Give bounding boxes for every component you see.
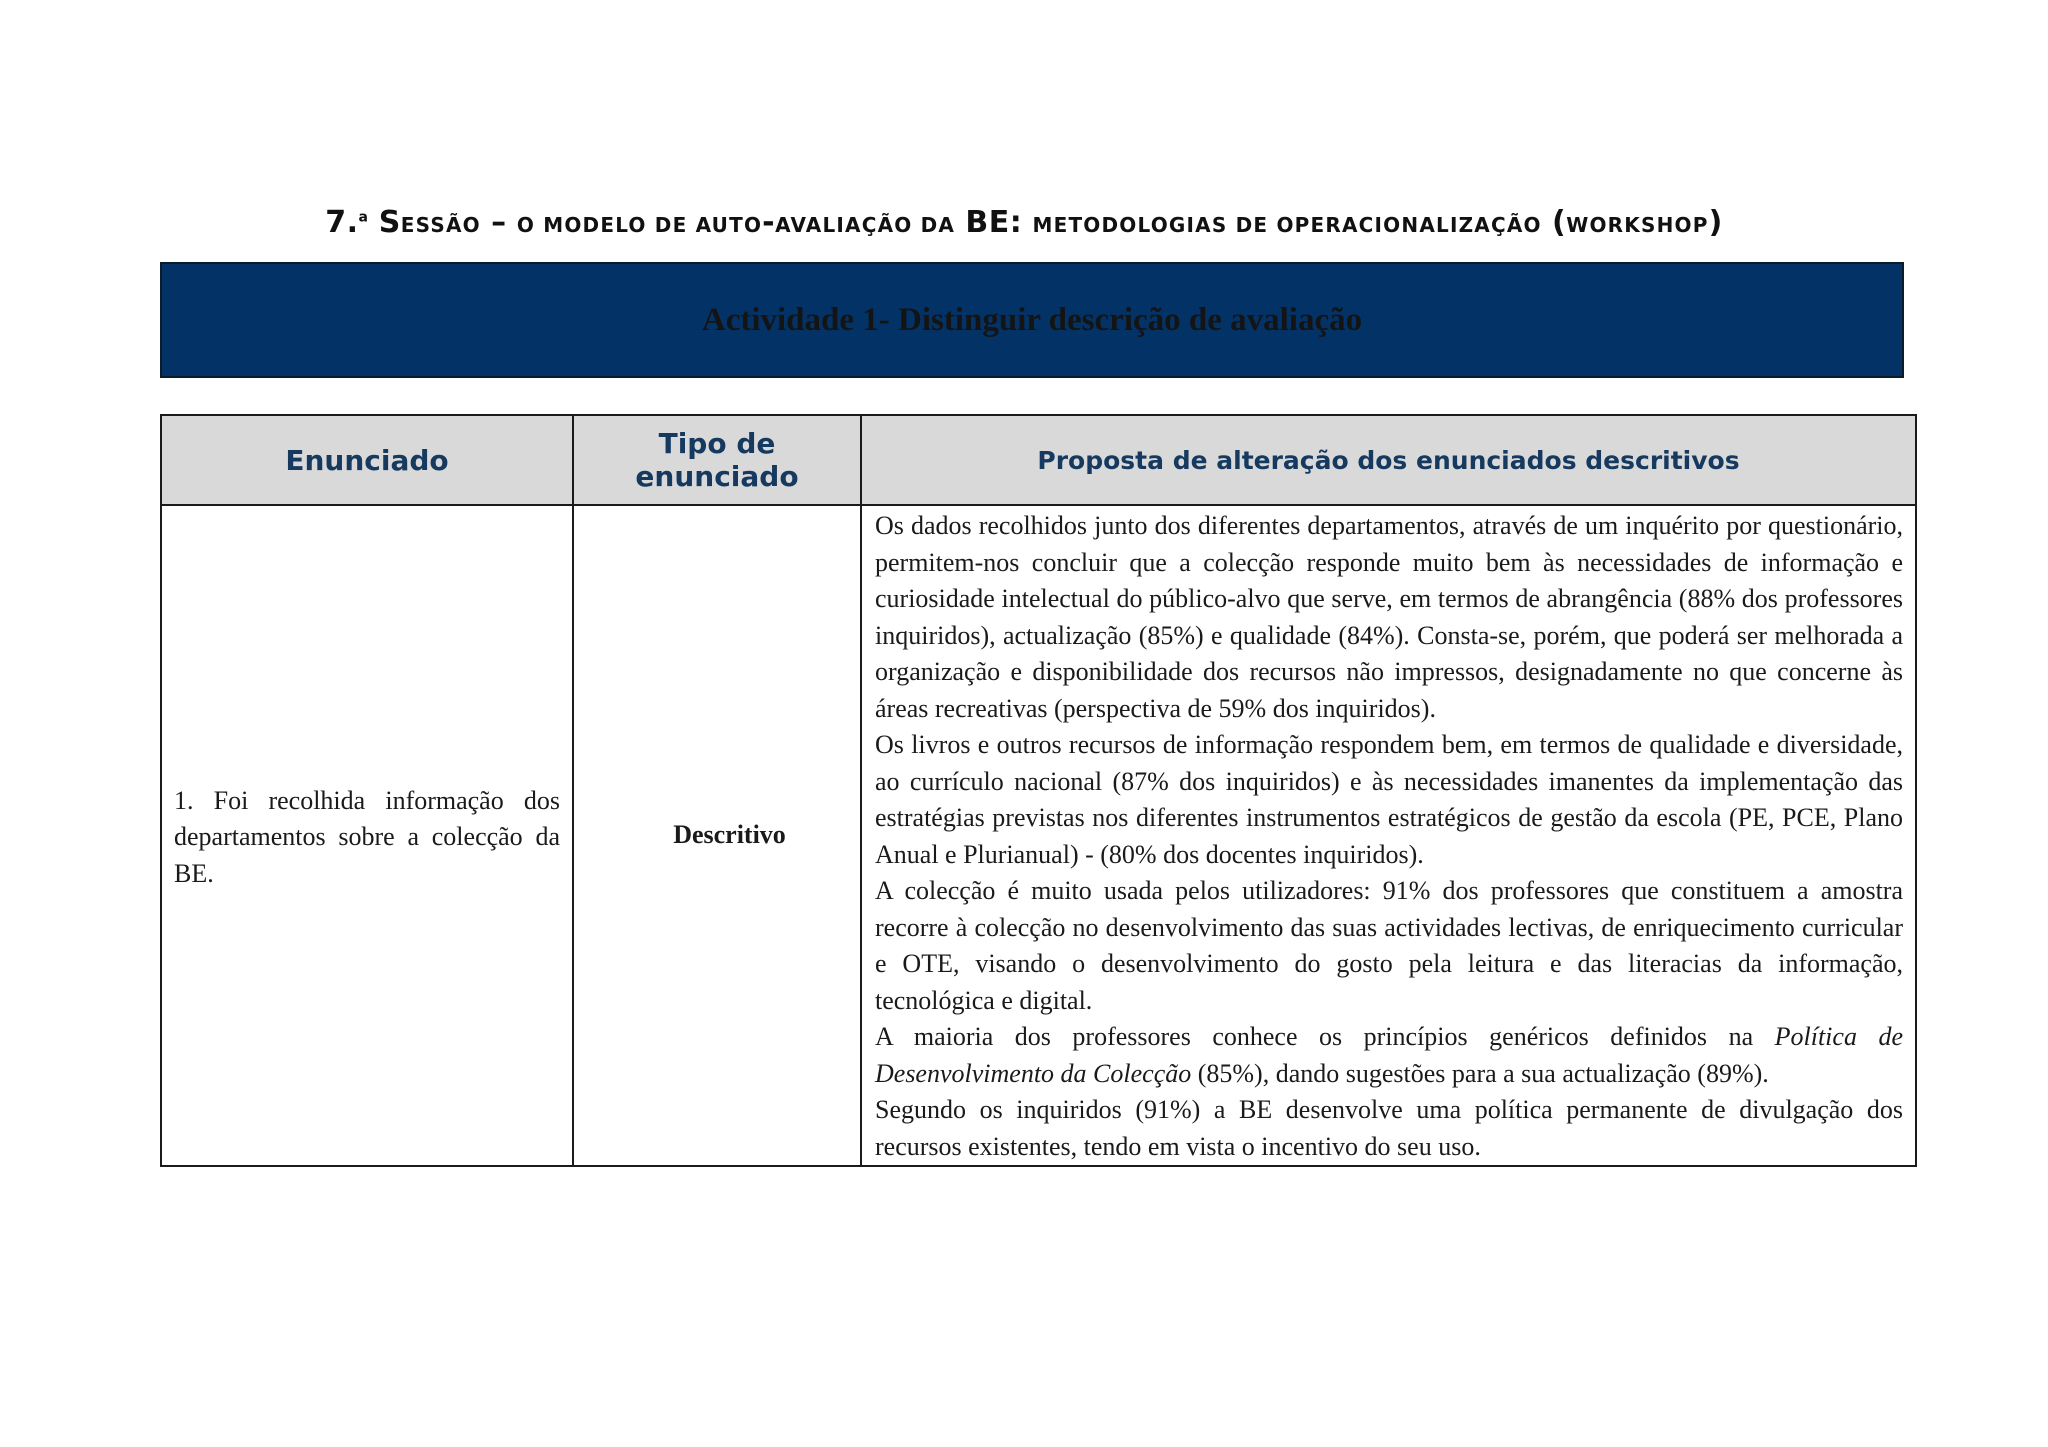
proposta-paragraph: A colecção é muito usada pelos utilizadores: 91% dos professores que constituem a amostra recorre à colecção no desenvolvimento das suas actividades lectivas, de enriquecimento curricular e OTE, visando o desenvolvimento do gosto pela leitura e das literacias da informação, tecnológica e digital. xyxy=(875,876,1903,1015)
evaluation-table xyxy=(160,414,1917,1167)
enunciado-cell: 1. Foi recolhida informação dos departamentos sobre a colecção da BE. xyxy=(161,505,573,1166)
policy-title: Política de Desenvolvimento da Colecção xyxy=(875,1022,1903,1088)
session-number: 7. xyxy=(325,205,359,240)
session-word: ESSÃO xyxy=(400,213,481,237)
ordinal-superscript: a xyxy=(358,209,369,226)
title-part-1: O MODELO DE AUTO xyxy=(516,213,763,237)
header-tipo: Tipo de enunciado xyxy=(573,415,861,505)
title-hyphen: - xyxy=(762,205,776,240)
proposta-cell xyxy=(861,505,1916,1166)
table-row xyxy=(161,505,1916,1166)
table-header-row xyxy=(161,415,1916,505)
title-part-2: AVALIAÇÃO DA xyxy=(775,213,956,237)
proposta-paragraph: Os dados recolhidos junto dos diferentes departamentos, através de um inquérito por questionário, permitem-nos concluir que a colecção responde muito bem às necessidades de informação e curiosidade intelectual do público-alvo que serve, em termos de abrangência (88% dos professores inquiridos), actualização (85%) e qualidade (84%). Consta-se, porém, que poderá ser melhorada a organização e disponibilidade dos recursos não impressos, designadamente no que concerne às áreas recreativas (perspectiva de 59% dos inquiridos). xyxy=(875,511,1903,723)
title-part-3: METODOLOGIAS DE OPERACIONALIZAÇÃO xyxy=(1032,213,1542,237)
title-paren-open: ( xyxy=(1551,205,1567,240)
title-be: BE: xyxy=(965,205,1023,240)
session-initial: S xyxy=(378,205,401,240)
title-workshop: WORKSHOP xyxy=(1566,213,1709,237)
title-paren-close: ) xyxy=(1708,205,1723,240)
activity-title: Actividade 1- Distinguir descrição de avaliação xyxy=(701,301,1363,338)
session-title xyxy=(0,205,2048,240)
title-dash: – xyxy=(491,205,507,240)
paragraph-text: (85%), dando sugestões para a sua actualização (89%). xyxy=(1191,1058,1769,1088)
proposta-paragraph: Segundo os inquiridos (91%) a BE desenvolve uma política permanente de divulgação dos recursos existentes, tendo em vista o incentivo do seu uso. xyxy=(875,1095,1903,1161)
header-proposta: Proposta de alteração dos enunciados descritivos xyxy=(861,415,1916,505)
paragraph-text: A maioria dos professores conhece os princípios genéricos definidos na xyxy=(875,1022,1775,1051)
header-enunciado: Enunciado xyxy=(161,415,573,505)
tipo-cell: Descritivo xyxy=(573,505,861,1166)
proposta-paragraph xyxy=(875,1019,1903,1092)
proposta-paragraph: Os livros e outros recursos de informação respondem bem, em termos de qualidade e diversidade, ao currículo nacional (87% dos inquiridos) e às necessidades imanentes da implementação das estratégias previstas nos diferentes instrumentos estratégicos de gestão da escola (PE, PCE, Plano Anual e Plurianual) - (80% dos docentes inquiridos). xyxy=(875,730,1903,869)
activity-banner xyxy=(160,262,1904,378)
